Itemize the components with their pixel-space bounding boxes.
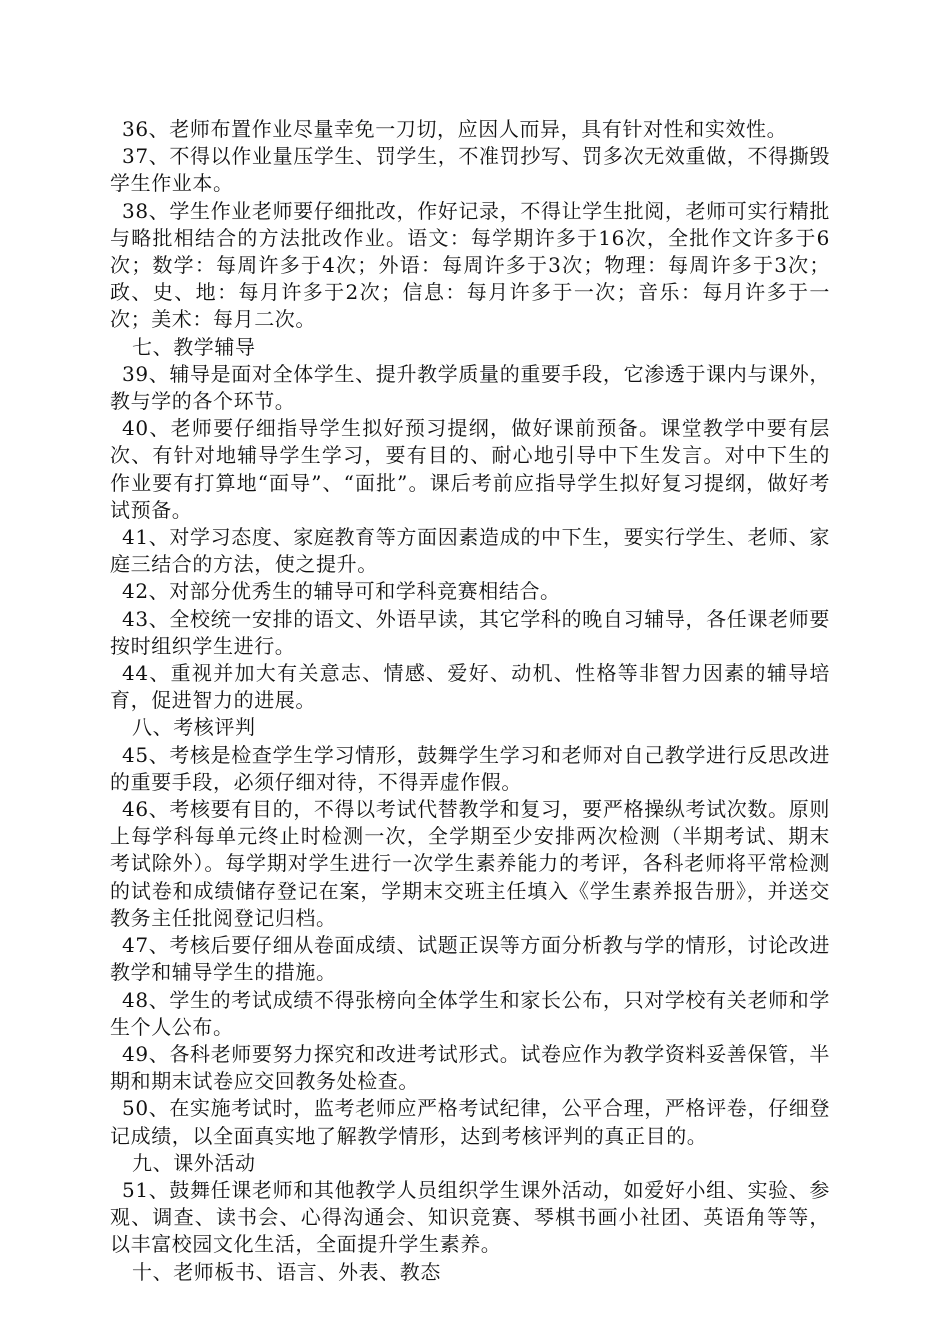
paragraph-44: 44、重视并加大有关意志、情感、爱好、动机、性格等非智力因素的辅导培育，促进智力的进展。 bbox=[110, 661, 830, 713]
paragraph-46: 46、考核要有目的，不得以考试代替教学和复习，要严格操纵考试次数。原则上每学科每单元终止时检测一次，全学期至少安排两次检测（半期考试、期末考试除外）。每学期对学生进行一次学生素养能力的考评，各科老师将平常检测的试卷和成绩储存登记在案，学期末交班主任填入《学生素养报告册》，并送交教务主任批阅登记归档。 bbox=[110, 797, 830, 930]
paragraph-51: 51、鼓舞任课老师和其他教学人员组织学生课外活动，如爱好小组、实验、参观、调查、读书会、心得沟通会、知识竞赛、琴棋书画小社团、英语角等等，以丰富校园文化生活，全面提升学生素养。 bbox=[110, 1177, 830, 1257]
section-heading-9: 九、课外活动 bbox=[132, 1150, 256, 1175]
paragraph-49: 49、各科老师要努力探究和改进考试形式。试卷应作为教学资料妥善保管，半期和期末试卷应交回教务处检查。 bbox=[110, 1041, 830, 1094]
paragraph-43: 43、全校统一安排的语文、外语早读，其它学科的晚自习辅导，各任课老师要按时组织学生进行。 bbox=[110, 606, 830, 658]
paragraph-41: 41、对学习态度、家庭教育等方面因素造成的中下生，要实行学生、老师、家庭三结合的方法，使之提升。 bbox=[110, 525, 830, 577]
paragraph-47: 47、考核后要仔细从卷面成绩、试题正误等方面分析教与学的情形，讨论改进教学和辅导学生的措施。 bbox=[110, 933, 830, 985]
paragraph-38: 38、学生作业老师要仔细批改，作好记录，不得让学生批阅，老师可实行精批与略批相结合的方法批改作业。语文：每学期许多于16次，全批作文许多于6次；数学：每周许多于4次；外语：每周许多于3次；物理：每周许多于3次；政、史、地：每月许多于2次；信息：每月许多于一次；音乐：每月许多于一次；美术：每月二次。 bbox=[110, 198, 830, 332]
paragraph-40: 40、老师要仔细指导学生拟好预习提纲，做好课前预备。课堂教学中要有层次、有针对地辅导学生学习，要有目的、耐心地引导中下生发言。对中下生的作业要有打算地“面导”、“面批”。课后考前应指导学生拟好复习提纲，做好考试预备。 bbox=[110, 416, 830, 522]
paragraph-42: 42、对部分优秀生的辅导可和学科竞赛相结合。 bbox=[122, 579, 561, 604]
section-heading-7: 七、教学辅导 bbox=[132, 334, 256, 359]
section-heading-10: 十、老师板书、语言、外表、教态 bbox=[132, 1259, 441, 1284]
paragraph-39: 39、辅导是面对全体学生、提升教学质量的重要手段，它渗透于课内与课外，教与学的各个环节。 bbox=[110, 361, 830, 414]
section-heading-8: 八、考核评判 bbox=[132, 715, 256, 740]
paragraph-45: 45、考核是检查学生学习情形，鼓舞学生学习和老师对自己教学进行反思改进的重要手段，必须仔细对待，不得弄虚作假。 bbox=[110, 742, 830, 794]
paragraph-48: 48、学生的考试成绩不得张榜向全体学生和家长公布，只对学校有关老师和学生个人公布。 bbox=[110, 987, 830, 1039]
paragraph-36: 36、老师布置作业尽量幸免一刀切，应因人而异，具有针对性和实效性。 bbox=[122, 117, 788, 141]
document-body bbox=[110, 116, 830, 1286]
paragraph-50: 50、在实施考试时，监考老师应严格考试纪律，公平合理，严格评卷，仔细登记成绩，以全面真实地了解教学情形，达到考核评判的真正目的。 bbox=[110, 1096, 830, 1148]
paragraph-37: 37、不得以作业量压学生、罚学生，不准罚抄写、罚多次无效重做，不得撕毁学生作业本。 bbox=[110, 144, 830, 196]
